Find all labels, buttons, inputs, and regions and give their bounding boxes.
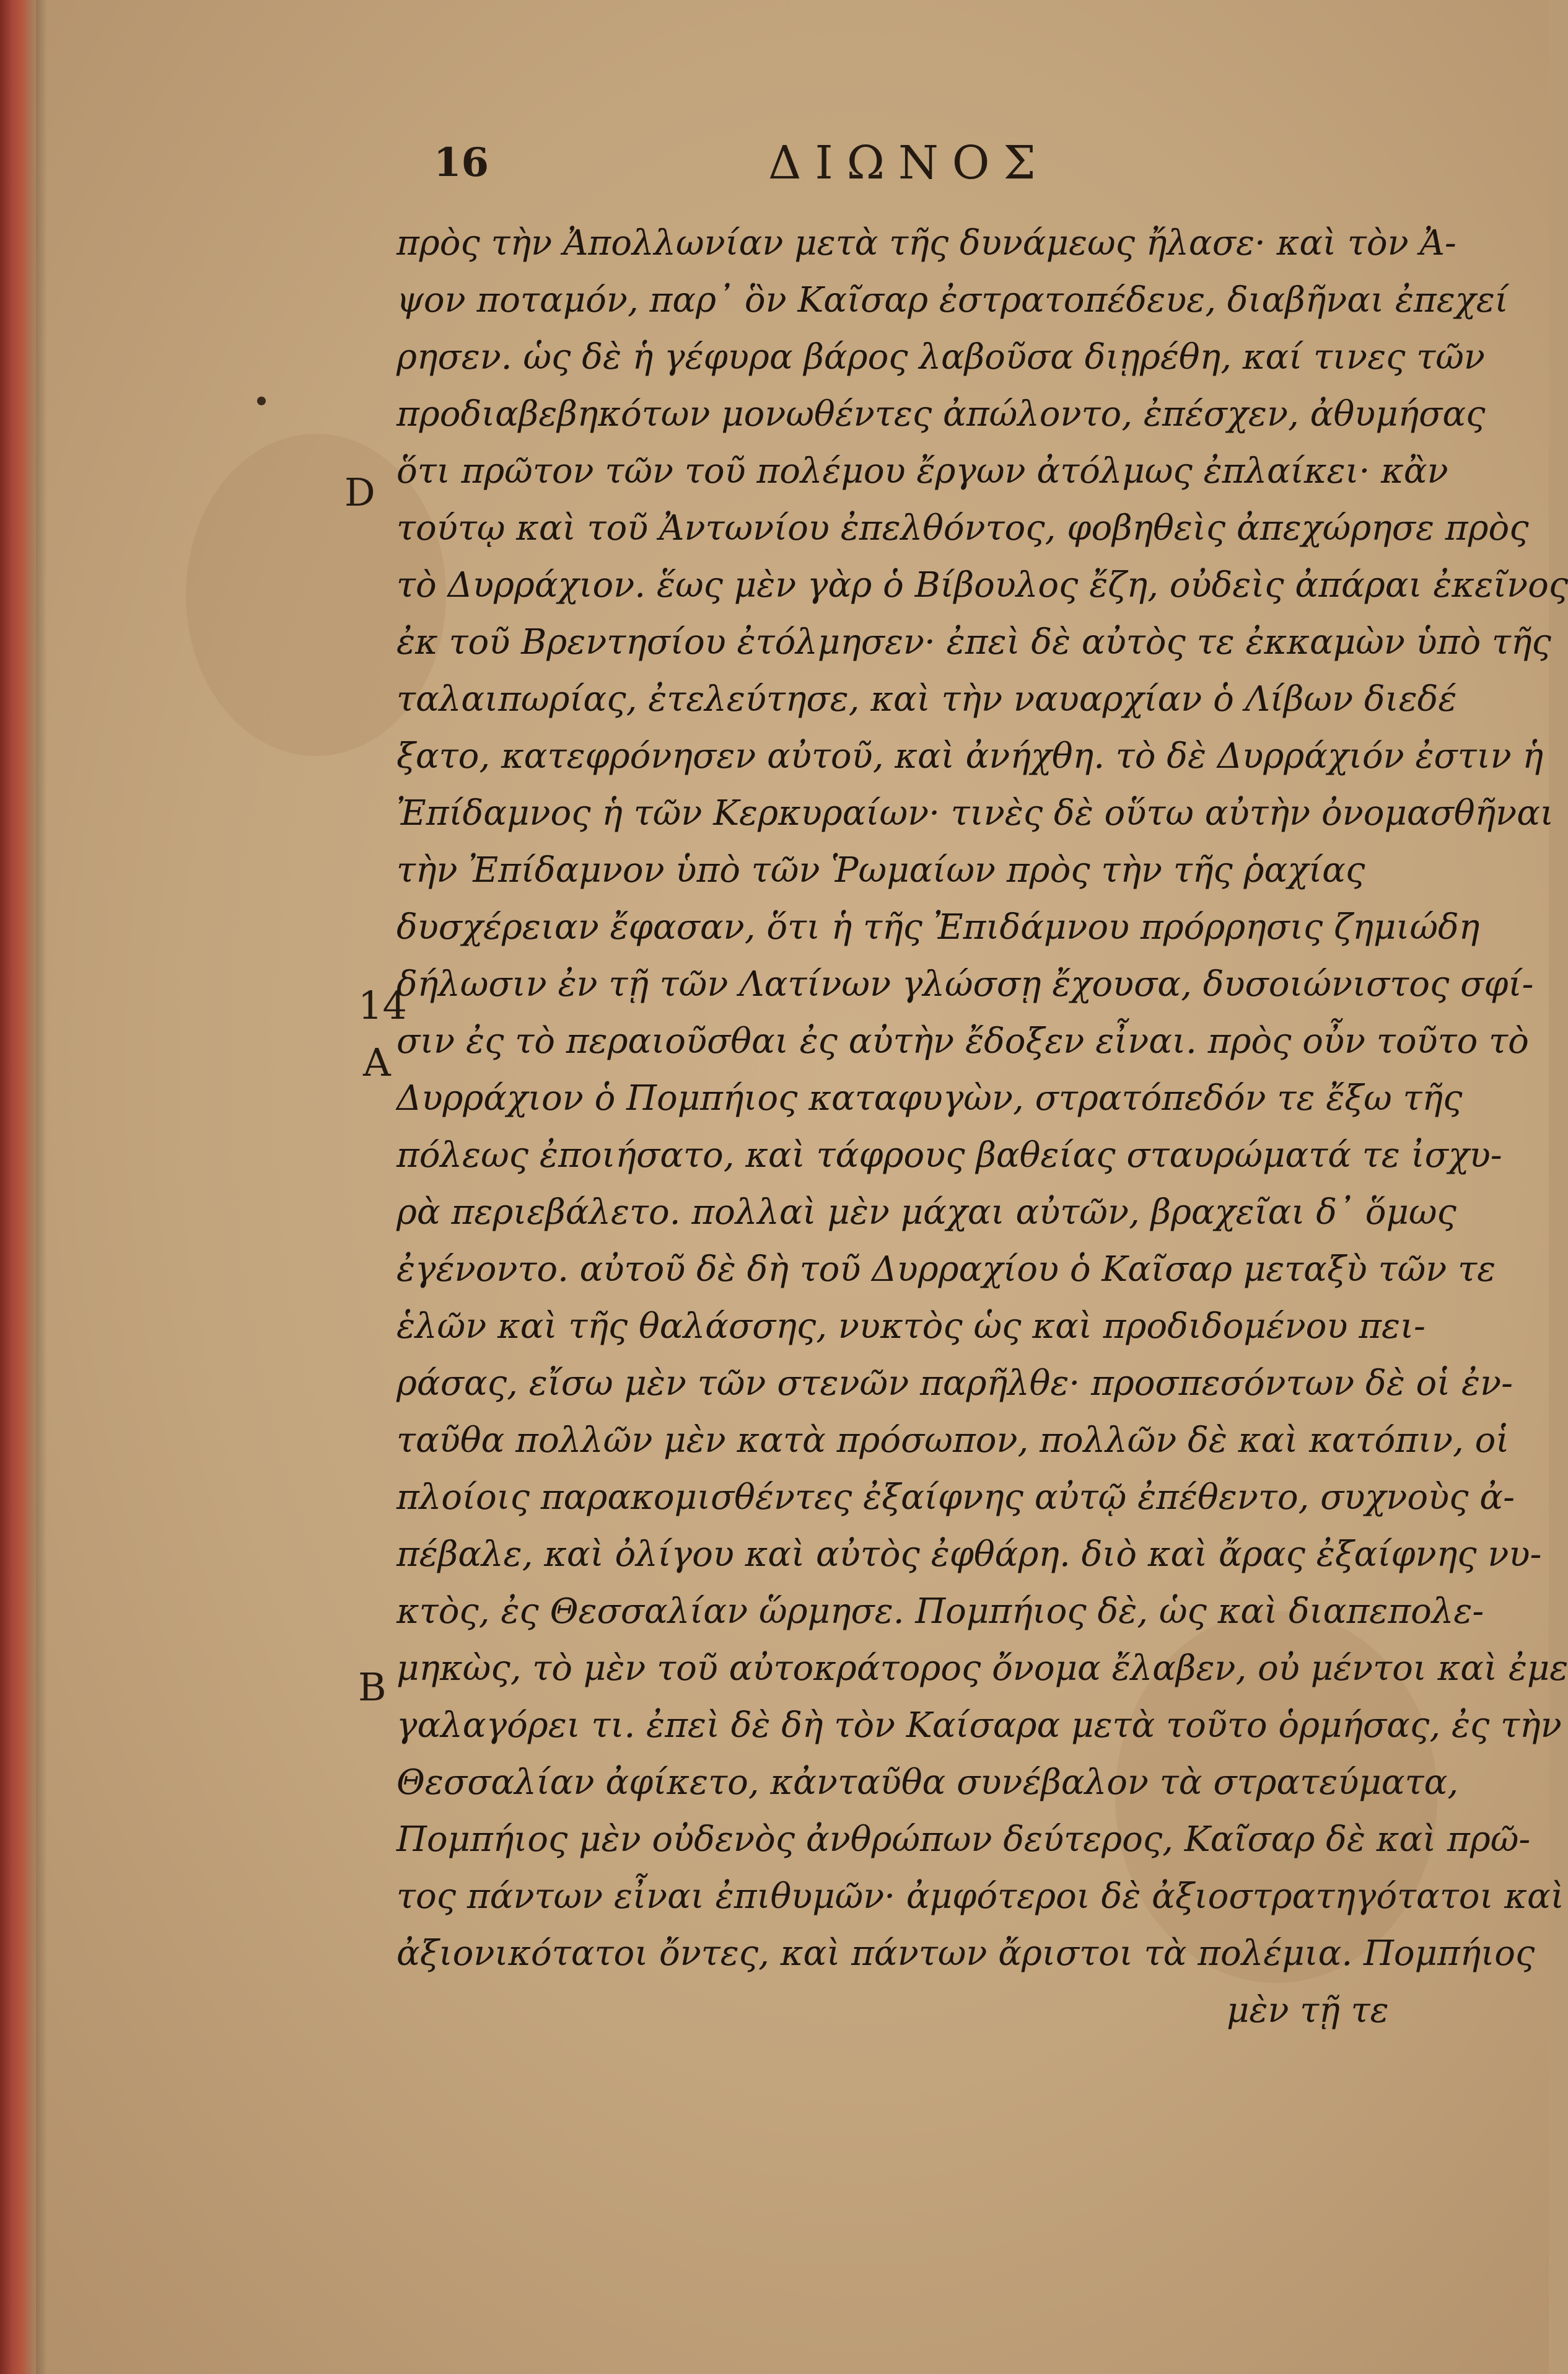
text-line: Δυρράχιον ὁ Πομπήιος καταφυγὼν, στρατόπεδόν τε ἔξω τῆς — [396, 1078, 1463, 1119]
text-line: ταλαιπωρίας, ἐτελεύτησε, καὶ τὴν ναυαρχίαν ὁ Λίβων διεδέ — [396, 679, 1457, 719]
text-line: κτὸς, ἐς Θεσσαλίαν ὥρμησε. Πομπήιος δὲ, ὡς καὶ διαπεπολε- — [396, 1591, 1484, 1632]
text-line: ταῦθα πολλῶν μὲν κατὰ πρόσωπον, πολλῶν δὲ καὶ κατόπιν, οἱ — [396, 1420, 1510, 1461]
text-line: προδιαβεβηκότων μονωθέντες ἀπώλοντο, ἐπέσχεν, ἀθυμήσας — [396, 394, 1486, 434]
text-line: ἑλῶν καὶ τῆς θαλάσσης, νυκτὸς ὡς καὶ προδιδομένου πει- — [396, 1306, 1426, 1347]
text-line: γαλαγόρει τι. ἐπεὶ δὲ δὴ τὸν Καίσαρα μετὰ τοῦτο ὁρμήσας, ἐς τὴν — [396, 1705, 1562, 1746]
text-line: μὲν τῇ τε — [1227, 1990, 1389, 2031]
red-binding-edge — [0, 0, 36, 2374]
text-line: ψον ποταμόν, παρ᾽ ὃν Καῖσαρ ἐστρατοπέδευε, διαβῆναι ἐπεχεί — [396, 280, 1509, 320]
margin-marker-d: D — [344, 470, 375, 515]
text-line: τούτῳ καὶ τοῦ Ἀντωνίου ἐπελθόντος, φοβηθεὶς ἀπεχώρησε πρὸς — [396, 508, 1529, 548]
text-line: τὸ Δυρράχιον. ἕως μὲν γὰρ ὁ Βίβουλος ἔζη, οὐδεὶς ἀπάραι ἐκεῖνος — [396, 565, 1568, 605]
text-line: πέβαλε, καὶ ὀλίγου καὶ αὐτὸς ἐφθάρη. διὸ καὶ ἄρας ἐξαίφνης νυ- — [396, 1534, 1542, 1575]
text-line: τος πάντων εἶναι ἐπιθυμῶν· ἀμφότεροι δὲ ἀξιοστρατηγότατοι καὶ — [396, 1876, 1564, 1917]
page-number: 16 — [434, 139, 489, 186]
text-line: σιν ἐς τὸ περαιοῦσθαι ἐς αὐτὴν ἔδοξεν εἶναι. πρὸς οὖν τοῦτο τὸ — [396, 1021, 1529, 1062]
ink-speck — [257, 397, 266, 405]
margin-marker-a: A — [363, 1040, 391, 1085]
text-line: ρὰ περιεβάλετο. πολλαὶ μὲν μάχαι αὐτῶν, βραχεῖαι δ᾽ ὅμως — [396, 1192, 1456, 1233]
text-line: πλοίοις παρακομισθέντες ἐξαίφνης αὐτῷ ἐπέθεντο, συχνοὺς ἀ- — [396, 1477, 1515, 1518]
text-line: ἐγένοντο. αὐτοῦ δὲ δὴ τοῦ Δυρραχίου ὁ Καῖσαρ μεταξὺ τῶν τε — [396, 1249, 1496, 1290]
text-line: ρησεν. ὡς δὲ ἡ γέφυρα βάρος λαβοῦσα διῃρέθη, καί τινες τῶν — [396, 337, 1485, 377]
text-line: μηκὼς, τὸ μὲν τοῦ αὐτοκράτορος ὄνομα ἔλαβεν, οὐ μέντοι καὶ ἐμε — [396, 1648, 1568, 1689]
text-line: πρὸς τὴν Ἀπολλωνίαν μετὰ τῆς δυνάμεως ἤλασε· καὶ τὸν Ἀ- — [396, 223, 1456, 263]
running-head: ΔΙΩΝΟΣ — [768, 136, 1049, 190]
text-line: ἐκ τοῦ Βρεντησίου ἐτόλμησεν· ἐπεὶ δὲ αὐτὸς τε ἐκκαμὼν ὑπὸ τῆς — [396, 622, 1551, 662]
text-line: πόλεως ἐποιήσατο, καὶ τάφρους βαθείας σταυρώματά τε ἰσχυ- — [396, 1135, 1502, 1176]
text-line: ράσας, εἴσω μὲν τῶν στενῶν παρῆλθε· προσπεσόντων δὲ οἱ ἐν- — [396, 1363, 1513, 1404]
text-line: ὅτι πρῶτον τῶν τοῦ πολέμου ἔργων ἀτόλμως ἐπλαίκει· κἂν — [396, 451, 1448, 491]
text-line: τὴν Ἐπίδαμνον ὑπὸ τῶν Ῥωμαίων πρὸς τὴν τῆς ῥαχίας — [396, 850, 1365, 890]
text-line: ἀξιονικότατοι ὄντες, καὶ πάντων ἄριστοι τὰ πολέμια. Πομπήιος — [396, 1933, 1535, 1974]
gutter-shadow — [36, 0, 47, 2374]
text-line: δυσχέρειαν ἔφασαν, ὅτι ἡ τῆς Ἐπιδάμνου πρόρρησις ζημιώδη — [396, 907, 1480, 947]
text-line: δήλωσιν ἐν τῇ τῶν Λατίνων γλώσσῃ ἔχουσα, δυσοιώνιστος σφί- — [396, 964, 1534, 1005]
text-line: ξατο, κατεφρόνησεν αὐτοῦ, καὶ ἀνήχθη. τὸ δὲ Δυρράχιόν ἐστιν ἡ — [396, 736, 1544, 776]
margin-marker-b: B — [358, 1664, 387, 1710]
text-line: Θεσσαλίαν ἀφίκετο, κἀνταῦθα συνέβαλον τὰ στρατεύματα, — [396, 1762, 1459, 1803]
body-text — [396, 223, 1568, 2047]
text-line: Πομπήιος μὲν οὐδενὸς ἀνθρώπων δεύτερος, Καῖσαρ δὲ καὶ πρῶ- — [396, 1819, 1531, 1860]
text-line: Ἐπίδαμνος ἡ τῶν Κερκυραίων· τινὲς δὲ οὕτω αὐτὴν ὀνομασθῆναι — [396, 793, 1554, 833]
margin-marker-14: 14 — [358, 983, 407, 1028]
